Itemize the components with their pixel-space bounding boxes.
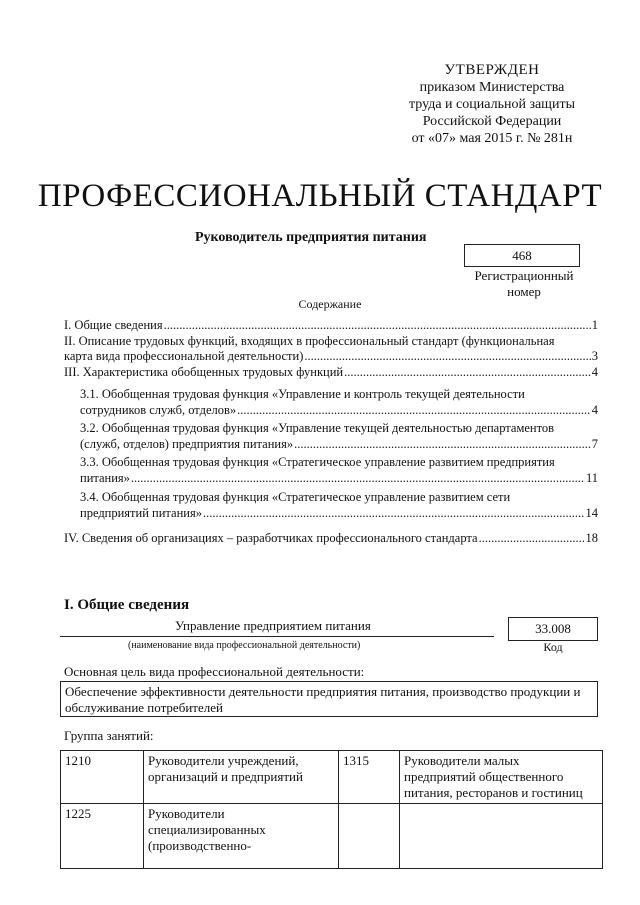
toc-leader: [304, 349, 590, 364]
toc-leader: [131, 471, 585, 486]
toc-item-characteristics[interactable]: [64, 365, 598, 380]
toc-item-functions-line1[interactable]: II. Описание трудовых функций, входящих в профессиональный стандарт (функциональная: [64, 334, 555, 348]
table-row: [61, 751, 603, 804]
toc-leader: [294, 437, 591, 452]
occupation-name: Руководители учреждений, организаций и предприятий: [144, 751, 339, 804]
activity-code-label: Код: [543, 640, 563, 654]
toc-leader: [479, 531, 585, 546]
registration-number-label: Регистрационный номер: [474, 268, 574, 299]
toc-item-label: предприятий питания»: [80, 506, 202, 520]
section-heading: I. Общие сведения: [64, 597, 190, 613]
toc-leader: [203, 506, 585, 521]
occupation-code: 1315: [339, 751, 400, 804]
toc-item-label: IV. Сведения об организациях – разработчиках профессионального стандарта: [64, 531, 478, 545]
occupation-name-empty: [400, 804, 603, 869]
toc-page-number: 11: [585, 471, 598, 485]
toc-heading: Содержание: [298, 297, 362, 311]
toc-item-3-3-line1[interactable]: 3.3. Обобщенная трудовая функция «Стратегическое управление развитием предприятия: [80, 455, 555, 469]
occupation-code-empty: [339, 804, 400, 869]
approval-country-line: Российской Федерации: [422, 114, 562, 129]
approval-date-line: от «07» мая 2015 г. № 281н: [411, 131, 573, 146]
toc-page-number: 4: [591, 403, 598, 417]
toc-item-3-1-line1[interactable]: 3.1. Обобщенная трудовая функция «Управление и контроль текущей деятельности: [80, 387, 525, 401]
toc-item-3-4[interactable]: [80, 506, 598, 521]
activity-caption: (наименование вида профессиональной деятельности): [128, 640, 361, 651]
occupation-code: 1210: [61, 751, 144, 804]
toc-page-number: 14: [585, 506, 598, 520]
toc-item-3-3[interactable]: [80, 471, 598, 486]
toc-item-label: III. Характеристика обобщенных трудовых функций: [64, 365, 344, 379]
toc-item-label: (служб, отделов) предприятия питания»: [80, 437, 294, 451]
occupation-name: Руководители малых предприятий общественного питания, ресторанов и гостиниц: [400, 751, 603, 804]
toc-item-label: I. Общие сведения: [64, 318, 163, 332]
toc-item-label: сотрудников служб, отделов»: [80, 403, 237, 417]
approval-block: [392, 62, 592, 147]
activity-name: Управление предприятием питания: [175, 618, 371, 633]
toc-item-general[interactable]: [64, 318, 598, 333]
activity-code-box: 33.008: [508, 617, 598, 641]
occupation-group-label: Группа занятий:: [64, 728, 154, 743]
toc-item-label: питания»: [80, 471, 130, 485]
table-row: [61, 804, 603, 869]
occupation-group-table: [60, 750, 603, 869]
toc-leader: [237, 403, 591, 418]
approval-ministry-line: труда и социальной защиты: [409, 97, 575, 112]
standard-name: Руководитель предприятия питания: [195, 230, 427, 245]
toc-item-3-1[interactable]: [80, 403, 598, 418]
approval-order-line: приказом Министерства: [419, 80, 565, 95]
goal-text-line: обслуживание потребителей: [65, 700, 223, 715]
goal-box: [60, 681, 598, 717]
occupation-name: Руководители специализированных (производственно-: [144, 804, 339, 869]
toc-item-3-2-line1[interactable]: 3.2. Обобщенная трудовая функция «Управление текущей деятельностью департаментов: [80, 421, 555, 435]
toc-page-number: 4: [591, 365, 598, 379]
toc-page-number: 3: [591, 349, 598, 363]
occupation-code: 1225: [61, 804, 144, 869]
toc-item-developers[interactable]: [64, 531, 598, 546]
toc-item-3-4-line1[interactable]: 3.4. Обобщенная трудовая функция «Стратегическое управление развитием сети: [80, 490, 511, 504]
approval-status: УТВЕРЖДЕН: [444, 62, 540, 78]
activity-underline: [60, 636, 494, 637]
toc-leader: [164, 318, 591, 333]
toc-item-functions[interactable]: [64, 349, 598, 364]
toc-leader: [344, 365, 591, 380]
toc-page-number: 1: [591, 318, 598, 332]
document-title: ПРОФЕССИОНАЛЬНЫЙ СТАНДАРТ: [37, 178, 603, 214]
registration-number-box: 468: [464, 244, 580, 267]
goal-text-line: Обеспечение эффективности деятельности предприятия питания, производство продукции и: [65, 684, 581, 699]
toc-item-label: карта вида профессиональной деятельности): [64, 349, 304, 363]
toc-page-number: 7: [591, 437, 598, 451]
toc-item-3-2[interactable]: [80, 437, 598, 452]
goal-label: Основная цель вида профессиональной деятельности:: [64, 664, 365, 679]
toc-page-number: 18: [585, 531, 598, 545]
